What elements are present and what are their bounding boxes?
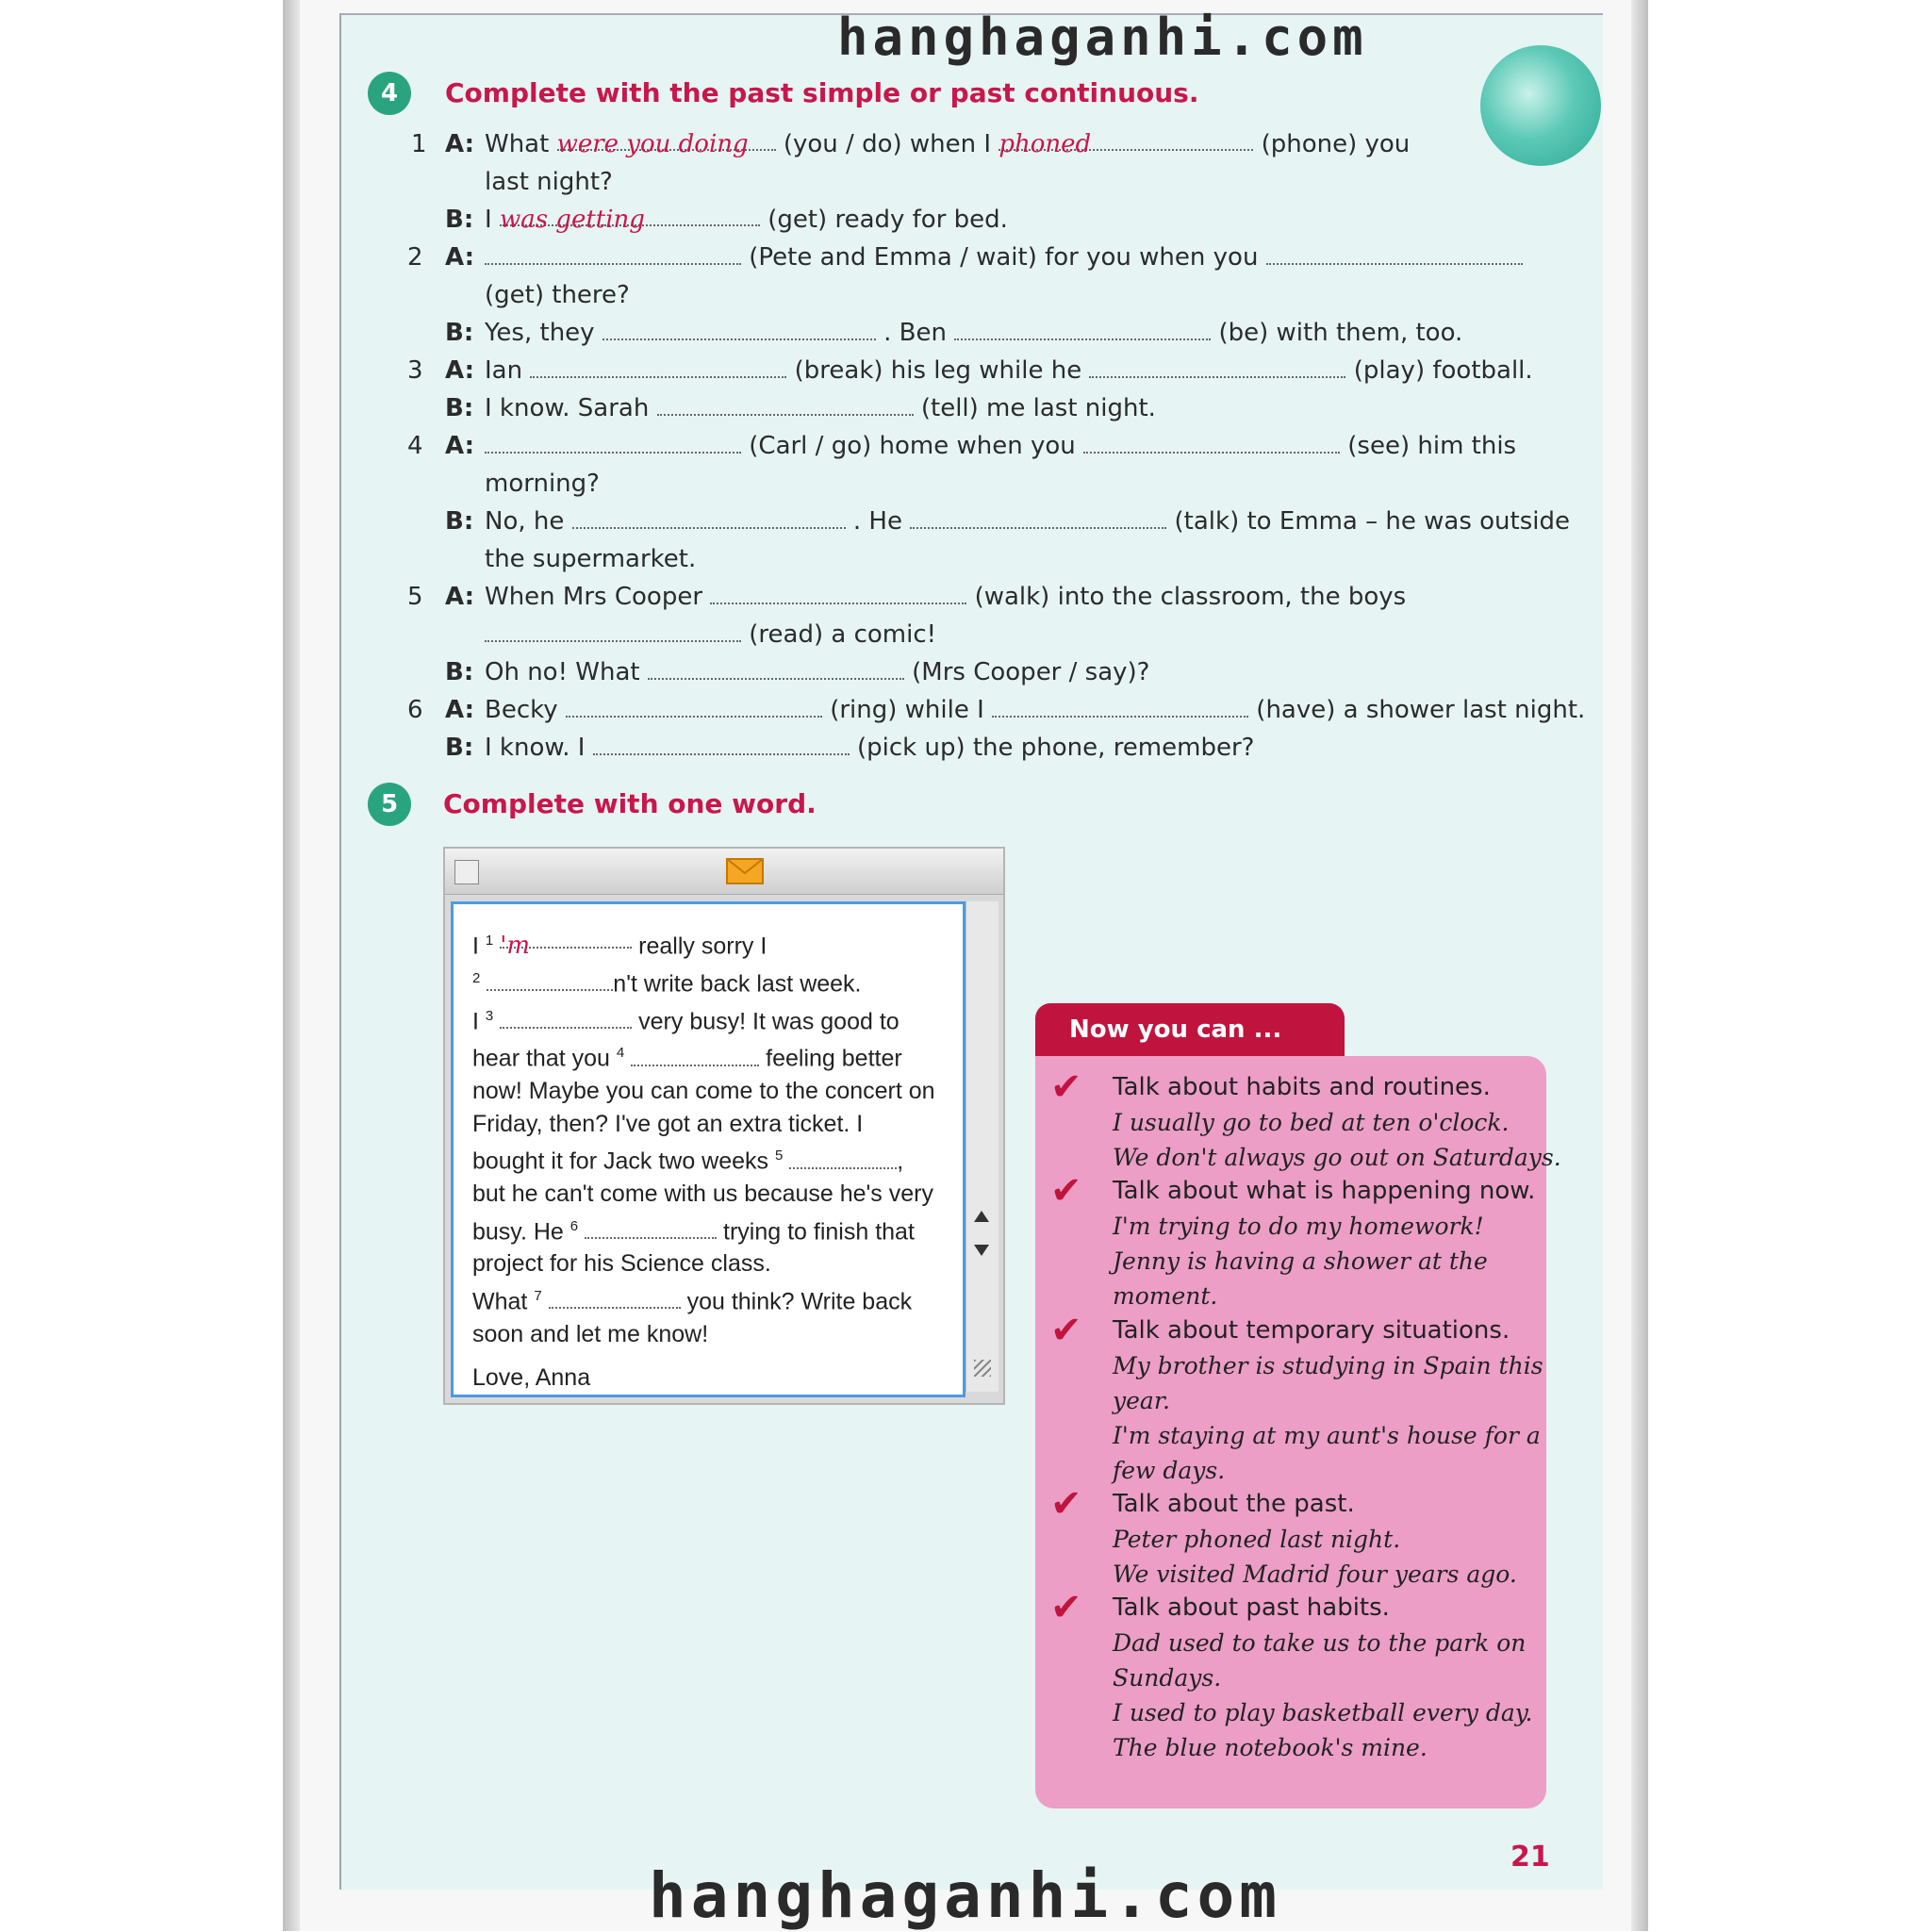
exercise-line: Yes, they . Ben (be) with them, too. [485,319,1463,347]
decorative-ball [1480,45,1601,166]
answer-blank[interactable] [910,508,1166,529]
watermark-bottom: hanghaganhi.com [649,1859,1282,1932]
answer-blank[interactable] [999,130,1253,158]
can-do-example: I usually go to bed at ten o'clock. [1113,1109,1510,1136]
exercise-line: I was getting (get) ready for bed. [485,206,1008,234]
answer-blank[interactable] [499,206,760,234]
check-icon: ✔ [1050,1169,1082,1213]
answer-text: phoned [999,130,1092,158]
answer-blank[interactable] [485,433,741,454]
answer-blank[interactable] [648,659,904,680]
can-do-example: I used to play basketball every day. [1113,1699,1533,1726]
can-do-example: Dad used to take us to the park on [1113,1629,1527,1657]
now-you-can-title: Now you can ... [1035,1003,1345,1056]
speaker-label: B: [445,658,474,686]
answer-blank[interactable] [1089,357,1345,378]
exercise-line: (Carl / go) home when you (see) him this [485,432,1516,460]
can-do-example: year. [1113,1387,1170,1414]
email-scrollbar[interactable] [966,901,999,1392]
speaker-label: A: [445,432,475,460]
exercise-4-number: 4 [368,72,411,115]
item-number: 5 [407,583,423,611]
answer-blank[interactable] [549,1290,681,1309]
can-do-example: moment. [1113,1282,1218,1310]
item-number: 2 [407,243,423,272]
page-number: 21 [1510,1841,1550,1874]
answer-blank[interactable] [500,930,632,961]
answer-text: was getting [499,206,645,234]
answer-blank[interactable] [572,508,846,529]
page-shadow-left [283,0,300,1931]
exercise-line: When Mrs Cooper (walk) into the classroom, the boys [485,583,1407,611]
exercise-4-title: Complete with the past simple or past continuous. [445,77,1199,108]
exercise-line: What were you doing (you / do) when I phoned (phone) you [485,130,1411,158]
speaker-label: B: [445,507,474,536]
exercise-line: (read) a comic! [485,620,936,649]
speaker-label: A: [445,243,475,272]
check-icon: ✔ [1050,1065,1082,1109]
can-do-example: I'm staying at my aunt's house for a [1113,1422,1541,1449]
exercise-line: the supermarket. [485,545,697,573]
answer-blank[interactable] [556,130,776,158]
exercise-line: (get) there? [485,281,630,309]
can-do-heading: Talk about past habits. [1113,1593,1390,1622]
email-body [451,901,966,1397]
can-do-example: Jenny is having a shower at the [1113,1247,1488,1275]
answer-blank[interactable] [485,621,741,642]
can-do-heading: Talk about the past. [1113,1490,1355,1518]
speaker-label: A: [445,356,475,385]
exercise-line: (Pete and Emma / wait) for you when you [485,243,1523,272]
speaker-label: B: [445,394,474,422]
speaker-label: A: [445,696,475,724]
can-do-heading: Talk about habits and routines. [1113,1073,1491,1101]
speaker-label: B: [445,206,474,234]
check-icon: ✔ [1050,1309,1082,1352]
email-titlebar [445,849,1003,895]
answer-blank[interactable] [485,244,741,265]
answer-blank[interactable] [1083,433,1340,454]
exercise-5-number: 5 [368,783,411,826]
exercise-line: Becky (ring) while I (have) a shower last night. [485,696,1586,724]
speaker-label: B: [445,319,474,347]
item-number: 4 [407,432,423,460]
answer-blank[interactable] [566,697,822,718]
answer-text: were you doing [556,130,749,158]
answer-blank[interactable] [500,1010,632,1029]
answer-blank[interactable] [530,357,786,378]
can-do-example: My brother is studying in Spain this [1113,1352,1543,1379]
exercise-line: last night? [485,168,613,196]
answer-blank[interactable] [487,972,613,991]
answer-blank[interactable] [992,697,1248,718]
speaker-label: A: [445,130,475,158]
speaker-label: A: [445,583,475,611]
answer-blank[interactable] [954,320,1211,340]
exercise-line: Oh no! What (Mrs Cooper / say)? [485,658,1150,686]
can-do-heading: Talk about temporary situations. [1113,1316,1510,1345]
answer-blank[interactable] [657,395,914,416]
can-do-example: few days. [1113,1457,1226,1484]
can-do-example: We visited Madrid four years ago. [1113,1560,1517,1588]
can-do-example: I'm trying to do my homework! [1113,1213,1484,1240]
window-button[interactable] [454,860,479,884]
answer-text: 'm [500,932,531,961]
page-shadow-right [1631,0,1648,1931]
answer-blank[interactable] [593,735,850,755]
exercise-5-title: Complete with one word. [443,788,817,819]
scroll-up-icon[interactable] [974,1211,989,1222]
answer-blank[interactable] [789,1150,897,1169]
scroll-down-icon[interactable] [974,1245,989,1256]
exercise-line: I know. I (pick up) the phone, remember? [485,734,1255,762]
item-number: 1 [411,130,427,158]
watermark-top: hanghaganhi.com [837,8,1368,67]
answer-blank[interactable] [1266,244,1523,265]
exercise-line: Ian (break) his leg while he (play) football. [485,356,1533,385]
can-do-example: Peter phoned last night. [1113,1526,1401,1553]
answer-blank[interactable] [602,320,876,340]
can-do-example: Sundays. [1113,1664,1222,1692]
envelope-icon [726,858,764,884]
item-number: 6 [407,696,423,724]
check-icon: ✔ [1050,1482,1082,1526]
check-icon: ✔ [1050,1586,1082,1629]
speaker-label: B: [445,734,474,762]
answer-blank[interactable] [585,1220,717,1239]
resize-grip-icon[interactable] [974,1360,991,1377]
answer-blank[interactable] [710,584,966,604]
answer-blank[interactable] [631,1048,759,1066]
item-number: 3 [407,356,423,385]
email-text: I $^1$ 'm really sorry I $^2$ n't write back last week. I $^3$ very busy! It was good to hear that you $^4$ feeling better now! Maybe you can come to the concert on Friday, then? I've got an extra ticket. I bought it for Jack two weeks $^5$ , but he can't come with us because he's very busy. He $^6$ trying to finish that project for his Science class. What $^7$ you think? Write back soon and let me know! Love, Anna [472,932,935,1392]
can-do-heading: Talk about what is happening now. [1113,1177,1536,1205]
email-window [443,847,1005,1405]
can-do-example: We don't always go out on Saturdays. [1113,1144,1561,1171]
exercise-line: morning? [485,470,600,498]
exercise-line: No, he . He (talk) to Emma – he was outside [485,507,1570,536]
exercise-line: I know. Sarah (tell) me last night. [485,394,1156,422]
email-signature: Love, Anna [472,1364,591,1392]
can-do-example: The blue notebook's mine. [1113,1734,1428,1761]
